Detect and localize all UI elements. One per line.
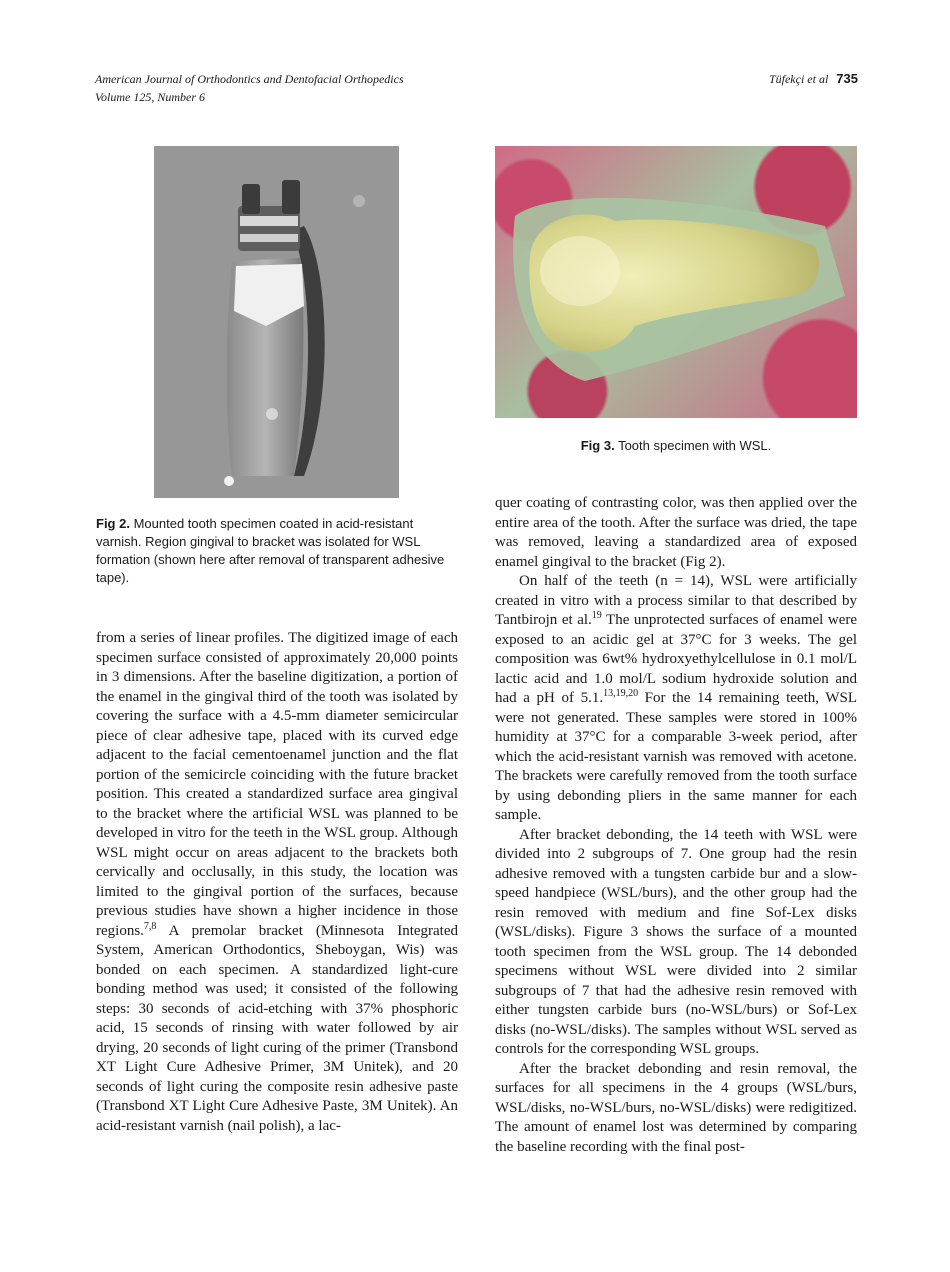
reference-citation: 7,8 [143, 920, 157, 932]
figure-2-photo [154, 146, 399, 498]
paragraph [495, 572, 857, 826]
figure-2-caption [96, 515, 458, 587]
figure-3-caption [495, 437, 857, 455]
figure-2-caption-text: Mounted tooth specimen coated in acid-resistant varnish. Region gingival to bracket was isolated for WSL formation (shown here after removal of transparent adhesive tape). [96, 516, 445, 585]
wsl-specimen-graphic [495, 146, 857, 418]
running-header-right [769, 70, 858, 88]
paragraph: quer coating of contrasting color, was then applied over the entire area of the tooth. After the surface was dried, the tape was removed, leaving a standardized area of exposed enamel gingival to the bracket (Fig 2). [495, 495, 857, 570]
figure-2-label: Fig 2. [96, 516, 130, 531]
body-column-left [96, 629, 458, 1136]
text-run: The unprotected surfaces of enamel were exposed to an acidic gel at 37°C for 3 weeks. The gel composition was 6wt% hydroxyethylcellulose in 0.1 mol/L lactic acid and 1.0 mol/L sodium hydroxide solution and had a pH of 5.1. [495, 612, 858, 706]
figure-3-photo [495, 146, 857, 418]
paragraph [96, 629, 458, 1136]
reference-citation: 13,19,20 [603, 688, 639, 699]
reference-citation: 19 [591, 610, 602, 621]
text-run: A premolar bracket (Minnesota Integrated System, American Orthodontics, Sheboygan, Wis) was bonded on each specimen. A standardized light-cure bonding method was used; it consisted of the following steps: 30 seconds of acid-etching with 37% phosphoric acid, 15 seconds of rinsing with water followed by air drying, 20 seconds of light curing of the primer (Transbond XT Light Cure Adhesive Primer, 3M Unitek), and 20 seconds of light curing the composite resin adhesive paste (Transbond XT Light Cure Adhesive Paste, 3M Unitek). An acid-resistant varnish (nail polish), a lac- [96, 922, 458, 1134]
paragraph: After the bracket debonding and resin removal, the surfaces for all specimens in the 4 groups (WSL/burs, WSL/disks, no-WSL/burs, no-WSL/disks) were redigitized. The amount of enamel lost was determined by comparing the baseline recording with the final post- [495, 1060, 857, 1155]
paragraph: After bracket debonding, the 14 teeth with WSL were divided into 2 subgroups of 7. One group had the resin adhesive removed with a tungsten carbide bur and a slow-speed handpiece (WSL/burs), and the other group had the resin removed with medium and fine Sof-Lex disks (WSL/disks). Figure 3 shows the surface of a mounted tooth specimen from the WSL group. The 14 debonded specimens without WSL were divided into 2 similar subgroups of 7 that had the adhesive resin removed with either tungsten carbide burs (no-WSL/burs) or Sof-Lex disks (no-WSL/disks). The samples without WSL served as controls for the corresponding WSL groups. [495, 826, 857, 1057]
figure-3-caption-text: Tooth specimen with WSL. [618, 438, 772, 453]
running-header-left [95, 70, 404, 106]
journal-volume: Volume 125, Number 6 [95, 90, 205, 104]
running-author: Tüfekçi et al [768, 72, 829, 86]
journal-title: American Journal of Orthodontics and Dentofacial Orthopedics [95, 72, 404, 86]
tooth-photo-graphic [154, 146, 399, 498]
text-run: from a series of linear profiles. The digitized image of each specimen surface consisted of approximately 20,000 points in 3 dimensions. After the baseline digitization, a portion of the enamel in the gingival third of the tooth was isolated by covering the surface with a 4.5-mm diameter semicircular piece of clear adhesive tape, placed with its curved edge adjacent to the facial cementoenamel junction and the flat portion of the semicircle coinciding with the future bracket position. This created a standardized surface area gingival to the bracket where the artificial WSL was planned to be developed in vitro for the teeth in the WSL group. Although WSL might occur on areas adjacent to the brackets both cervically and occlusally, in this study, the location was limited to the gingival portion of the surfaces, because previous studies have shown a higher incidence in those regions. [96, 630, 458, 939]
text-run: For the 14 remaining teeth, WSL were not generated. These samples were stored in 100% humidity at 37°C for a comparable 3-week period, after which the acid-resistant varnish was removed with acetone. The brackets were carefully removed from the tooth surface by using debonding pliers in the same manner for each sample. [495, 690, 857, 823]
page-number: 735 [836, 71, 858, 86]
text-run: On half of the teeth (n = 14), WSL were artificially created in vitro with a process similar to that described by Tantbirojn et al. [495, 573, 857, 628]
figure-3-label: Fig 3. [580, 438, 615, 453]
body-column-right [495, 494, 857, 1157]
